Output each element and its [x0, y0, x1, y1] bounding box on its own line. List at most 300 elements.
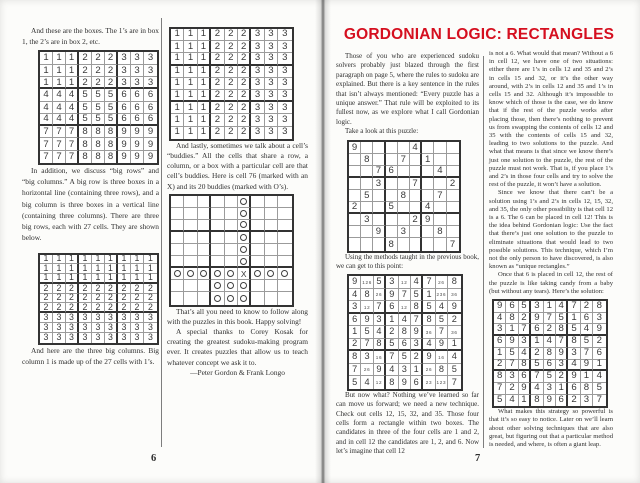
grid-cell: 4 — [519, 348, 531, 360]
grid-cell — [211, 208, 224, 220]
grid-cell: 3 — [386, 276, 398, 289]
grid-cell — [184, 196, 197, 208]
grid-cell: 1 — [105, 255, 118, 265]
grid-cell: 1 — [198, 66, 211, 78]
buddies-grid — [169, 194, 294, 307]
grid-cell: 2 — [238, 102, 251, 114]
grid-cell: 2 — [349, 339, 361, 352]
grid-cell: 7 — [398, 154, 410, 166]
grid-cell — [251, 208, 264, 220]
grid-cell — [198, 280, 211, 292]
grid-cell: 6 — [386, 301, 398, 314]
grid-cell: 2 — [40, 294, 53, 304]
puzzle-grid — [347, 140, 461, 253]
grid-cell: 7 — [494, 383, 506, 395]
grid-cell: 1 — [531, 336, 543, 348]
grid-cell: 1 — [198, 53, 211, 65]
grid-cell: 7 — [556, 336, 568, 348]
grid-cell: 8 — [531, 395, 543, 407]
grid-cell — [184, 244, 197, 256]
grid-cell: 1 — [79, 264, 92, 274]
grid-cell: 2 — [118, 303, 131, 313]
grid-cell — [265, 256, 278, 268]
grid-cell: 3 — [131, 313, 144, 323]
page6-right-column — [167, 25, 308, 378]
candidates-grid — [347, 274, 463, 391]
grid-cell — [278, 244, 291, 256]
grid-cell: 3 — [568, 348, 580, 360]
grid-cell: 7 — [40, 126, 53, 138]
grid-cell: 2 — [225, 41, 238, 53]
grid-cell: 3 — [251, 102, 264, 114]
grid-cell — [265, 268, 278, 280]
grid-cell: 7 — [40, 138, 53, 150]
grid-cell — [198, 208, 211, 220]
grid-cell — [278, 208, 291, 220]
paragraph-intro: Those of you who are experienced sudoku solvers probably just blazed through the first paragraph on page 5, where the rules to sudoku are explained. But there is a key sentence in the rules that isn’t always mentioned: “Every puzzle has a unique answer.” That rule will be exploited to its fullest now, as we explore what I call Gordonian logic. — [336, 52, 479, 126]
grid-cell: 2 — [211, 90, 224, 102]
grid-cell: 5 — [423, 301, 435, 314]
grid-cell — [225, 208, 238, 220]
grid-cell — [386, 178, 398, 190]
grid-cell: 2 — [66, 303, 79, 313]
grid-cell: 6 — [386, 166, 398, 178]
paragraph-thanks: A special thanks to Corey Kosak for creating the greatest sudoku-making program ever. It creates puzzles that allow us to teach whatever concept we ask it to. — [167, 326, 308, 367]
grid-cell: 9 — [531, 313, 543, 325]
buddy-circle — [214, 295, 221, 302]
grid-cell: 1 — [171, 114, 184, 126]
grid-cell: 3 — [265, 41, 278, 53]
grid-cell — [361, 226, 373, 238]
grid-cell: 1 — [198, 114, 211, 126]
grid-cell: 3 — [92, 333, 105, 343]
grid-cell: 7 — [449, 238, 456, 250]
grid-cell: 3 — [398, 226, 410, 238]
grid-cell: 3 — [265, 53, 278, 65]
grid-cell: 5 — [411, 289, 423, 302]
grid-cell: 1 — [118, 264, 131, 274]
grid-cell: 8 — [105, 138, 118, 150]
grid-cell: 2 — [105, 65, 118, 77]
grid-cell — [198, 256, 211, 268]
grid-cell: 2 — [79, 52, 92, 64]
grid-cell — [171, 208, 184, 220]
grid-cell: 1 — [40, 52, 53, 64]
grid-cell: 4 — [411, 276, 423, 289]
grid-cell: 3 — [118, 52, 131, 64]
grid-cell: 9 — [118, 138, 131, 150]
grid-cell: 1 — [53, 52, 66, 64]
grid-cell: 3 — [92, 313, 105, 323]
grid-cell: 3 — [131, 65, 144, 77]
grid-cell: 3 — [105, 313, 118, 323]
grid-cell: 3 — [105, 323, 118, 333]
grid-cell: 1 — [105, 264, 118, 274]
candidate-cell: 12 — [361, 301, 373, 314]
grid-cell: 3 — [144, 313, 157, 323]
grid-cell: 1 — [171, 29, 184, 41]
grid-cell: 3 — [544, 383, 556, 395]
grid-cell — [434, 178, 446, 190]
grid-cell — [211, 280, 224, 292]
paragraph-bigrows: In addition, we discuss “big rows” and “big columns.” A big row is three boxes in a horizontal line (containing three rows), and a big column is three boxes in a vertical line (containing three columns). There are three big rows, each with 27 cells. They are shown below. — [22, 166, 159, 243]
grid-cell: 1 — [423, 289, 435, 302]
candidate-cell: 12 — [399, 276, 411, 289]
grid-cell: 2 — [448, 314, 460, 327]
grid-cell: 3 — [144, 77, 157, 89]
grid-cell: 7 — [436, 326, 448, 339]
candidate-cell: 23 — [423, 376, 435, 389]
grid-cell — [422, 178, 434, 190]
grid-cell — [171, 280, 184, 292]
grid-cell: 7 — [506, 360, 518, 372]
grid-cell — [211, 268, 224, 280]
grid-cell: 2 — [211, 127, 224, 139]
grid-cell — [184, 232, 197, 244]
grid-cell — [171, 196, 184, 208]
grid-cell: 1 — [53, 274, 66, 284]
grid-cell — [398, 202, 410, 214]
grid-cell: 4 — [422, 202, 434, 214]
grid-cell: 3 — [66, 323, 79, 333]
column-divider — [161, 18, 162, 447]
grid-cell: 6 — [349, 314, 361, 327]
grid-cell — [410, 190, 422, 202]
grid-cell: 2 — [556, 371, 568, 383]
grid-cell: 2 — [211, 66, 224, 78]
grid-cell — [198, 220, 211, 232]
candidate-cell: 126 — [361, 276, 373, 289]
grid-cell — [410, 238, 422, 250]
grid-cell: 5 — [568, 324, 580, 336]
grid-cell: 1 — [171, 102, 184, 114]
grid-cell: 8 — [448, 276, 460, 289]
grid-cell: 6 — [494, 336, 506, 348]
grid-cell: 2 — [40, 284, 53, 294]
grid-cell — [238, 220, 251, 232]
grid-cell — [198, 196, 211, 208]
grid-cell: 3 — [131, 77, 144, 89]
grid-cell: 2 — [238, 29, 251, 41]
grid-cell — [434, 142, 446, 154]
grid-cell: 6 — [131, 114, 144, 126]
grid-cell: 8 — [92, 138, 105, 150]
grid-cell: 2 — [53, 303, 66, 313]
grid-cell: 7 — [40, 151, 53, 163]
grid-cell: 8 — [434, 226, 446, 238]
grid-cell: 3 — [593, 313, 605, 325]
grid-cell: 2 — [144, 294, 157, 304]
grid-cell — [198, 292, 211, 304]
grid-cell: 1 — [198, 41, 211, 53]
grid-cell: 3 — [66, 333, 79, 343]
paragraph-but-now-what: But now what? Nothing we’ve learned so far can move us forward; we need a new technique. Check out cells 12, 15, 32, and 35. Those four cells form a rectangle within two boxes. The candidates in three of the four cells are 1 and 2, and in cell 12 the candidates are 1, 2, and 6. Now let’s imagine that cell 12 — [336, 390, 479, 456]
grid-cell: 2 — [79, 77, 92, 89]
grid-cell — [251, 196, 264, 208]
grid-cell: 7 — [361, 339, 373, 352]
grid-cell: 6 — [544, 360, 556, 372]
grid-cell — [373, 202, 385, 214]
grid-cell: 6 — [556, 395, 568, 407]
grid-cell: 3 — [144, 52, 157, 64]
grid-cell: 3 — [79, 313, 92, 323]
grid-cell: 2 — [568, 395, 580, 407]
grid-cell: 9 — [519, 383, 531, 395]
grid-cell: 8 — [349, 351, 361, 364]
grid-cell: 2 — [105, 294, 118, 304]
grid-cell: 9 — [593, 324, 605, 336]
grid-cell: 1 — [66, 264, 79, 274]
grid-cell — [361, 202, 373, 214]
grid-cell: 8 — [361, 289, 373, 302]
grid-cell: 5 — [531, 360, 543, 372]
big-columns-grid — [169, 27, 294, 141]
grid-cell: 2 — [349, 202, 361, 214]
grid-cell: 1 — [66, 274, 79, 284]
grid-cell: 3 — [131, 52, 144, 64]
grid-cell: 2 — [53, 294, 66, 304]
grid-cell: 9 — [422, 214, 434, 226]
grid-cell: 6 — [411, 376, 423, 389]
grid-cell: 7 — [349, 364, 361, 377]
grid-cell: 5 — [399, 351, 411, 364]
grid-cell: 2 — [225, 53, 238, 65]
grid-cell — [265, 220, 278, 232]
grid-cell — [225, 232, 238, 244]
grid-cell — [373, 238, 385, 250]
grid-cell: 2 — [92, 294, 105, 304]
grid-cell — [386, 154, 398, 166]
grid-cell: 2 — [519, 313, 531, 325]
buddy-circle — [227, 282, 234, 289]
grid-cell: 1 — [40, 255, 53, 265]
grid-cell: 7 — [373, 166, 385, 178]
grid-cell: 2 — [225, 102, 238, 114]
grid-cell: 5 — [79, 89, 92, 101]
grid-cell: 1 — [53, 65, 66, 77]
grid-cell: 1 — [171, 78, 184, 90]
grid-cell: 2 — [79, 303, 92, 313]
grid-cell: 1 — [519, 395, 531, 407]
grid-cell: 5 — [494, 395, 506, 407]
grid-cell: 7 — [423, 276, 435, 289]
grid-cell: 4 — [593, 371, 605, 383]
grid-cell: 3 — [282, 126, 288, 138]
grid-cell: 1 — [79, 274, 92, 284]
grid-cell: 2 — [92, 284, 105, 294]
grid-cell: 7 — [53, 138, 66, 150]
grid-cell — [410, 202, 422, 214]
grid-cell — [398, 142, 410, 154]
grid-cell: 9 — [556, 348, 568, 360]
grid-cell: 2 — [411, 351, 423, 364]
grid-cell: 7 — [399, 289, 411, 302]
grid-cell: 1 — [40, 65, 53, 77]
grid-cell: 3 — [79, 323, 92, 333]
grid-cell: 8 — [105, 126, 118, 138]
grid-cell: 4 — [40, 102, 53, 114]
grid-cell: 8 — [494, 371, 506, 383]
grid-cell — [447, 142, 459, 154]
grid-cell — [198, 232, 211, 244]
buddy-circle — [187, 270, 194, 277]
grid-cell: 9 — [568, 371, 580, 383]
grid-cell: 4 — [40, 89, 53, 101]
grid-cell: 2 — [40, 303, 53, 313]
grid-cell — [251, 220, 264, 232]
grid-cell — [349, 166, 361, 178]
grid-cell: 3 — [265, 90, 278, 102]
paragraph-boxes-intro: And these are the boxes. The 1’s are in box 1, the 2’s are in box 2, etc. — [22, 26, 159, 47]
grid-cell: 5 — [436, 314, 448, 327]
grid-cell — [361, 238, 373, 250]
grid-cell: 3 — [278, 90, 291, 102]
grid-cell — [238, 208, 251, 220]
page6-left-column — [22, 25, 159, 367]
grid-cell: 3 — [144, 323, 157, 333]
grid-cell — [278, 280, 291, 292]
grid-cell: 2 — [131, 294, 144, 304]
grid-cell — [184, 220, 197, 232]
grid-cell: 3 — [361, 351, 373, 364]
grid-cell — [361, 166, 373, 178]
grid-cell: 3 — [278, 29, 291, 41]
grid-cell: 3 — [349, 301, 361, 314]
page-gutter — [315, 0, 331, 483]
grid-cell: 2 — [386, 326, 398, 339]
grid-cell: 4 — [410, 142, 422, 154]
grid-cell: 2 — [144, 303, 157, 313]
grid-cell: 7 — [386, 351, 398, 364]
grid-cell: 3 — [374, 314, 386, 327]
grid-cell: 8 — [92, 151, 105, 163]
grid-cell: 6 — [568, 383, 580, 395]
grid-cell: 3 — [361, 214, 373, 226]
buddy-circle — [240, 221, 247, 228]
grid-cell — [398, 238, 410, 250]
grid-cell: 3 — [265, 78, 278, 90]
buddy-circle — [281, 270, 288, 277]
grid-cell: 3 — [40, 333, 53, 343]
grid-cell: 1 — [171, 90, 184, 102]
grid-cell — [238, 232, 251, 244]
grid-cell: 3 — [556, 360, 568, 372]
grid-cell: 3 — [148, 332, 153, 343]
grid-cell — [225, 256, 238, 268]
grid-cell: 6 — [118, 114, 131, 126]
grid-cell: 3 — [278, 102, 291, 114]
grid-cell: 2 — [105, 52, 118, 64]
grid-cell — [265, 196, 278, 208]
grid-cell: 5 — [556, 313, 568, 325]
grid-cell: 5 — [79, 102, 92, 114]
grid-cell: 4 — [40, 114, 53, 126]
author-signature: —Peter Gordon & Frank Longo — [190, 367, 285, 377]
grid-cell: 3 — [265, 29, 278, 41]
grid-cell: 8 — [506, 313, 518, 325]
grid-cell: 6 — [581, 313, 593, 325]
grid-cell: 2 — [238, 78, 251, 90]
grid-cell: 1 — [144, 274, 157, 284]
grid-cell: 5 — [349, 376, 361, 389]
grid-cell: 5 — [506, 348, 518, 360]
grid-cell: 5 — [92, 102, 105, 114]
grid-cell: 3 — [278, 114, 291, 126]
grid-cell: 1 — [79, 255, 92, 265]
grid-cell — [278, 292, 291, 304]
grid-cell: 1 — [131, 264, 144, 274]
grid-cell: 1 — [184, 53, 197, 65]
grid-cell — [447, 202, 459, 214]
grid-cell: 5 — [448, 364, 460, 377]
grid-cell — [447, 226, 459, 238]
grid-cell: 7 — [374, 301, 386, 314]
grid-cell: 1 — [66, 77, 79, 89]
grid-cell: 1 — [66, 65, 79, 77]
grid-cell: 5 — [386, 202, 398, 214]
grid-cell: 7 — [519, 324, 531, 336]
grid-cell: 3 — [92, 323, 105, 333]
grid-cell: 8 — [423, 314, 435, 327]
grid-cell: 2 — [225, 78, 238, 90]
grid-cell: 1 — [144, 255, 157, 265]
grid-cell — [171, 268, 184, 280]
grid-cell: 3 — [265, 102, 278, 114]
grid-cell: 3 — [265, 127, 278, 139]
buddy-circle — [214, 282, 221, 289]
grid-cell: 6 — [118, 102, 131, 114]
grid-cell: 3 — [53, 323, 66, 333]
grid-cell: 1 — [53, 255, 66, 265]
grid-cell: 1 — [184, 127, 197, 139]
grid-cell: 5 — [105, 114, 118, 126]
grid-cell: 4 — [386, 364, 398, 377]
grid-cell: 8 — [593, 301, 605, 313]
grid-cell: 4 — [556, 301, 568, 313]
candidate-cell: 26 — [423, 364, 435, 377]
grid-cell: 5 — [105, 89, 118, 101]
grid-cell: 1 — [184, 41, 197, 53]
grid-cell: 1 — [92, 264, 105, 274]
grid-cell: 3 — [251, 53, 264, 65]
grid-cell — [373, 190, 385, 202]
grid-cell: 4 — [581, 324, 593, 336]
grid-cell: 1 — [40, 274, 53, 284]
grid-cell: 9 — [349, 276, 361, 289]
grid-cell: 2 — [211, 114, 224, 126]
grid-cell — [265, 208, 278, 220]
grid-cell: 4 — [568, 360, 580, 372]
grid-cell: 8 — [436, 364, 448, 377]
grid-cell: 1 — [386, 314, 398, 327]
grid-cell: 2 — [79, 284, 92, 294]
grid-cell: 3 — [66, 313, 79, 323]
grid-cell — [278, 232, 291, 244]
grid-cell — [251, 280, 264, 292]
grid-cell: 2 — [238, 114, 251, 126]
grid-cell: 5 — [105, 102, 118, 114]
grid-cell: 4 — [66, 102, 79, 114]
buddy-circle — [254, 270, 261, 277]
grid-cell: 9 — [386, 289, 398, 302]
grid-cell — [386, 226, 398, 238]
grid-cell: 1 — [198, 29, 211, 41]
grid-cell: 8 — [556, 324, 568, 336]
grid-cell: 1 — [506, 324, 518, 336]
grid-cell: 9 — [144, 126, 157, 138]
grid-cell: 1 — [92, 274, 105, 284]
grid-cell: 8 — [519, 360, 531, 372]
